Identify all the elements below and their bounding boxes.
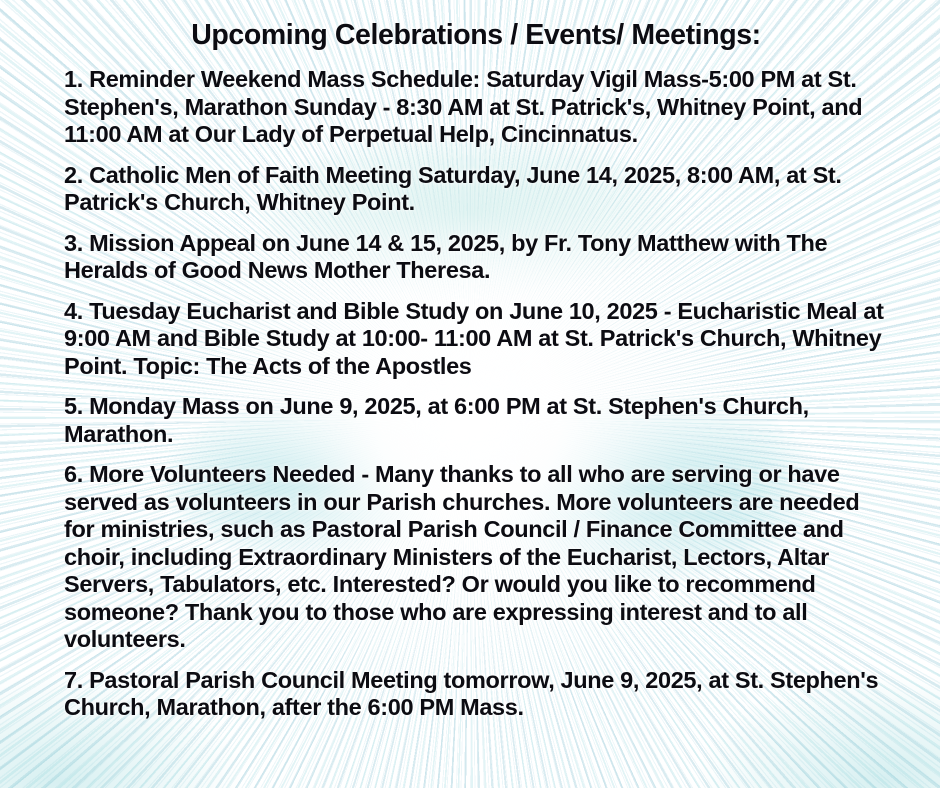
event-item-3: 3. Mission Appeal on June 14 & 15, 2025, by Fr. Tony Matthew with The Heralds of Good News Mother Theresa. xyxy=(64,229,828,283)
event-item-4: 4. Tuesday Eucharist and Bible Study on June 10, 2025 - Eucharistic Meal at 9:00 AM and Bible Study at 10:00- 11:00 AM at St. Patrick's Church, Whitney Point. Topic: The Acts of the Apostles xyxy=(64,297,884,379)
page-title: Upcoming Celebrations / Events/ Meetings: xyxy=(191,19,761,51)
event-item-5: 5. Monday Mass on June 9, 2025, at 6:00 PM at St. Stephen's Church, Marathon. xyxy=(64,393,809,447)
event-item-7: 7. Pastoral Parish Council Meeting tomorrow, June 9, 2025, at St. Stephen's Church, Marathon, after the 6:00 PM Mass. xyxy=(64,666,879,720)
event-item-6: 6. More Volunteers Needed - Many thanks to all who are serving or have served as volunteers in our Parish churches. More volunteers are needed for ministries, such as Pastoral Parish Council / Finance Committee and choir, including Extraordinary Ministers of the Eucharist, Lectors, Altar Servers, Tabulators, etc. Interested? Or would you like to recommend someone? Thank you to those who are expressing interest and to all volunteers. xyxy=(64,461,860,652)
event-item-1: 1. Reminder Weekend Mass Schedule: Saturday Vigil Mass-5:00 PM at St. Stephen's, Marathon Sunday - 8:30 AM at St. Patrick's, Whitney Point, and 11:00 AM at Our Lady of Perpetual Help, Cincinnatus. xyxy=(64,66,863,147)
event-item-2: 2. Catholic Men of Faith Meeting Saturday, June 14, 2025, 8:00 AM, at St. Patrick's Church, Whitney Point. xyxy=(64,161,842,215)
